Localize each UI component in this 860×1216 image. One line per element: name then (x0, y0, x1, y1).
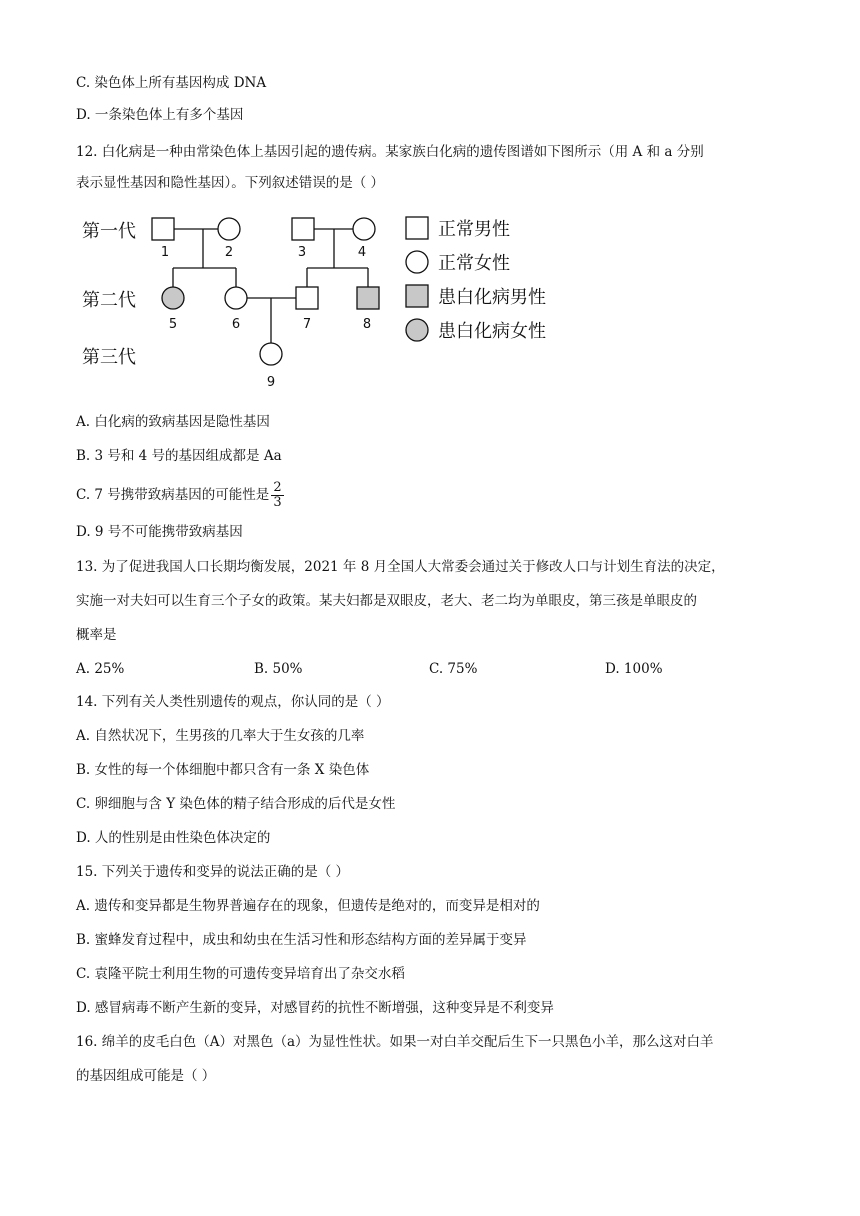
number-2: 2 (224, 245, 234, 260)
q13-option-b: B. 50% (254, 661, 303, 677)
option-c-q12 (76, 478, 284, 512)
option-b-q15: B. 蜜蜂发育过程中，成虫和幼虫在生活习性和形态结构方面的差异属于变异 (76, 932, 527, 948)
pedigree-chart (78, 206, 564, 392)
individual-5 (162, 287, 184, 309)
question-15: 15. 下列关于遗传和变异的说法正确的是（ ） (76, 864, 350, 880)
q13-options (76, 659, 776, 679)
option-c-q12-text: C. 7 号携带致病基因的可能性是 (76, 487, 270, 503)
individual-8 (357, 287, 379, 309)
generation-label-1: 第一代 (82, 221, 136, 242)
individual-2 (218, 218, 240, 240)
generation-label-2: 第二代 (82, 290, 136, 311)
q13-option-d: D. 100% (605, 661, 663, 677)
individual-3 (292, 218, 314, 240)
legend-affected-female: 患白化病女性 (438, 321, 546, 342)
individual-6 (225, 287, 247, 309)
legend-normal-female: 正常女性 (438, 253, 510, 274)
option-c-q14: C. 卵细胞与含 Y 染色体的精子结合形成的后代是女性 (76, 796, 396, 812)
question-13-line-1: 13. 为了促进我国人口长期均衡发展，2021 年 8 月全国人大常委会通过关于修改人口与计划生育法的决定， (76, 559, 725, 575)
number-3: 3 (297, 245, 307, 260)
number-7: 7 (302, 317, 312, 332)
legend-affected-male: 患白化病男性 (438, 287, 546, 308)
q13-option-a: A. 25% (76, 661, 125, 677)
number-9: 9 (266, 375, 276, 390)
individual-1 (152, 218, 174, 240)
option-b-q14: B. 女性的每一个体细胞中都只含有一条 X 染色体 (76, 762, 370, 778)
question-16-line-1: 16. 绵羊的皮毛白色（A）对黑色（a）为显性性状。如果一对白羊交配后生下一只黑色小羊，那么这对白羊 (76, 1034, 714, 1050)
fraction-numerator: 2 (273, 480, 282, 495)
question-12-line-2: 表示显性基因和隐性基因）。下列叙述错误的是（ ） (76, 175, 385, 191)
fraction-denominator: 3 (273, 495, 282, 510)
option-d-q14: D. 人的性别是由性染色体决定的 (76, 830, 271, 846)
option-c-q15: C. 袁隆平院士利用生物的可遗传变异培育出了杂交水稻 (76, 966, 405, 982)
option-d-q12: D. 9 号不可能携带致病基因 (76, 524, 243, 540)
individual-7 (296, 287, 318, 309)
generation-label-3: 第三代 (82, 347, 136, 368)
number-4: 4 (357, 245, 367, 260)
question-13-line-3: 概率是 (76, 627, 117, 643)
number-5: 5 (168, 317, 178, 332)
fraction (271, 481, 283, 510)
number-1: 1 (160, 245, 170, 260)
individual-9 (260, 343, 282, 365)
question-13-line-2: 实施一对夫妇可以生育三个子女的政策。某夫妇都是双眼皮，老大、老二均为单眼皮，第三孩是单眼皮的 (76, 593, 697, 609)
q13-option-c: C. 75% (429, 661, 478, 677)
number-8: 8 (362, 317, 372, 332)
option-b-q12: B. 3 号和 4 号的基因组成都是 Aa (76, 448, 282, 464)
individual-4 (353, 218, 375, 240)
option-c-q11: C. 染色体上所有基因构成 DNA (76, 75, 267, 91)
question-12-line-1: 12. 白化病是一种由常染色体上基因引起的遗传病。某家族白化病的遗传图谱如下图所示（用 A 和 a 分别 (76, 144, 704, 160)
number-6: 6 (231, 317, 241, 332)
option-a-q15: A. 遗传和变异都是生物界普遍存在的现象，但遗传是绝对的，而变异是相对的 (76, 898, 540, 914)
option-d-q11: D. 一条染色体上有多个基因 (76, 107, 244, 123)
option-a-q14: A. 自然状况下，生男孩的几率大于生女孩的几率 (76, 728, 365, 744)
legend-normal-male: 正常男性 (438, 219, 510, 240)
option-d-q15: D. 感冒病毒不断产生新的变异，对感冒药的抗性不断增强，这种变异是不利变异 (76, 1000, 554, 1016)
option-a-q12: A. 白化病的致病基因是隐性基因 (76, 414, 270, 430)
question-14: 14. 下列有关人类性别遗传的观点，你认同的是（ ） (76, 694, 390, 710)
question-16-line-2: 的基因组成可能是（ ） (76, 1068, 216, 1084)
